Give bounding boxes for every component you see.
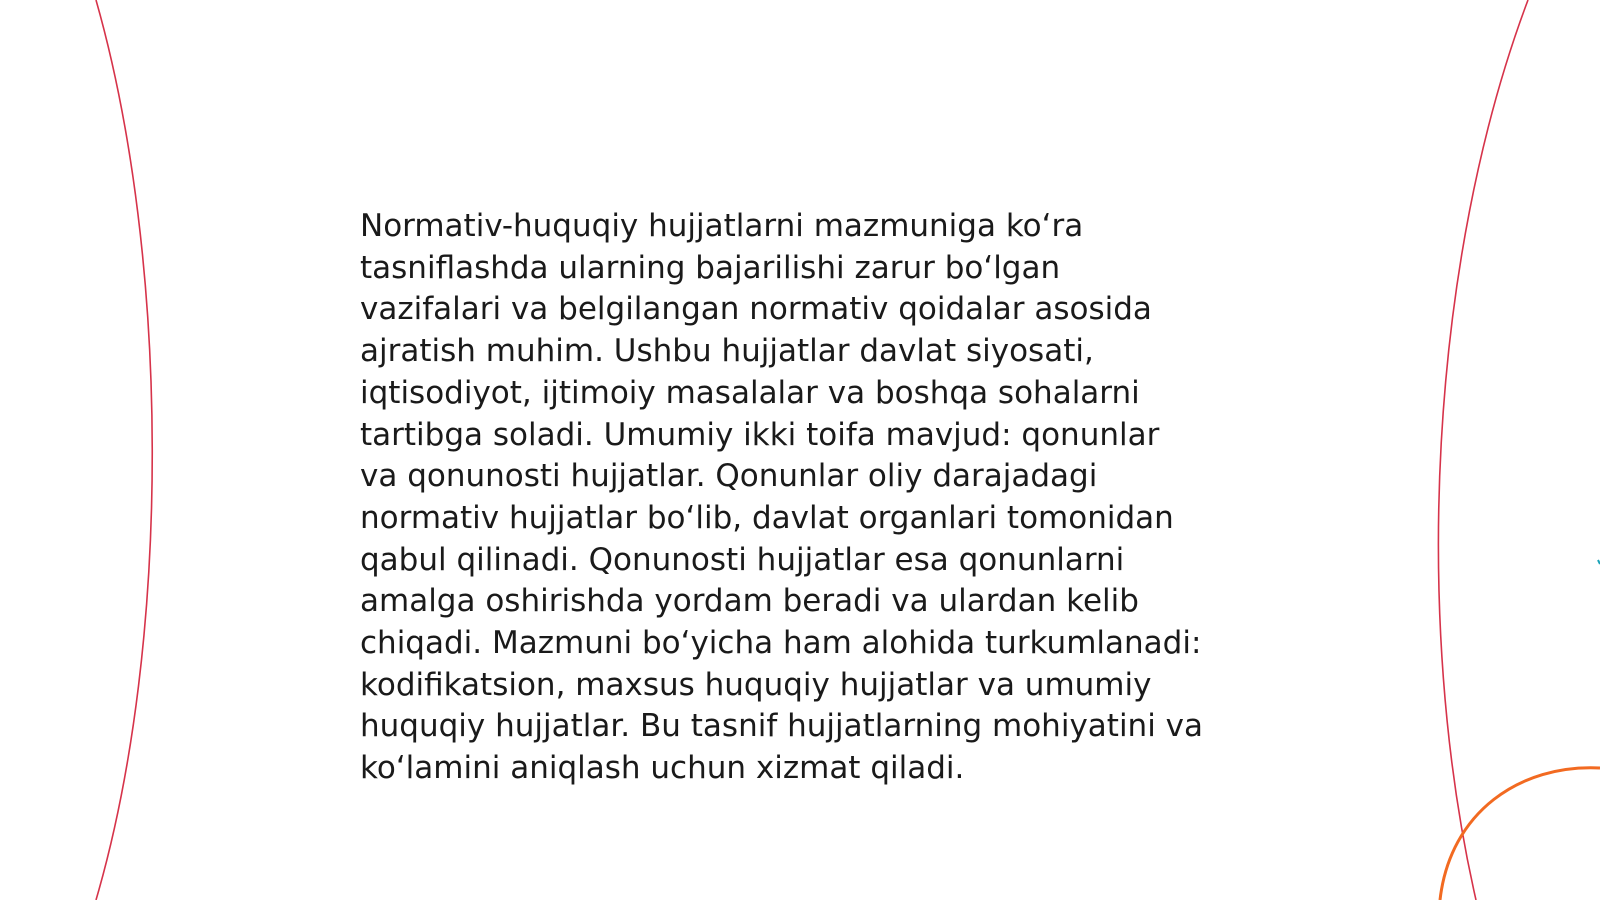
paragraph-line: qabul qilinadi. Qonunosti hujjatlar esa qonunlarni xyxy=(360,541,1125,578)
paragraph-line: ajratish muhim. Ushbu hujjatlar davlat siyosati, xyxy=(360,333,1094,370)
paragraph-line: normativ hujjatlar bo‘lib, davlat organlari tomonidan xyxy=(360,499,1174,536)
paragraph-line: iqtisodiyot, ijtimoiy masalalar va boshqa sohalarni xyxy=(360,374,1140,411)
left-curve-line xyxy=(96,0,152,900)
paragraph-line: va qonunosti hujjatlar. Qonunlar oliy darajadagi xyxy=(360,458,1098,495)
paragraph-line: Normativ-huquqiy hujjatlarni mazmuniga ko‘ra xyxy=(360,208,1084,244)
paragraph-line: vazifalari va belgilangan normativ qoidalar asosida xyxy=(360,291,1152,328)
right-curve-line xyxy=(1438,0,1528,900)
paragraph-line: amalga oshirishda yordam beradi va ulardan kelib xyxy=(360,583,1139,620)
paragraph-line: tartibga soladi. Umumiy ikki toifa mavjud: qonunlar xyxy=(360,416,1160,453)
paragraph-line: tasniflashda ularning bajarilishi zarur bo‘lgan xyxy=(360,249,1061,286)
paragraph-line: ko‘lamini aniqlash uchun xizmat qiladi. xyxy=(360,750,965,787)
paragraph-line: huquqiy hujjatlar. Bu tasnif hujjatlarning mohiyatini va xyxy=(360,708,1204,745)
orange-arc xyxy=(1440,768,1600,900)
paragraph-line: kodifikatsion, maxsus huquqiy hujjatlar va umumiy xyxy=(360,666,1152,703)
paragraph-line: chiqadi. Mazmuni bo‘yicha ham alohida turkumlanadi: xyxy=(360,625,1202,662)
body-paragraph xyxy=(360,206,1260,790)
